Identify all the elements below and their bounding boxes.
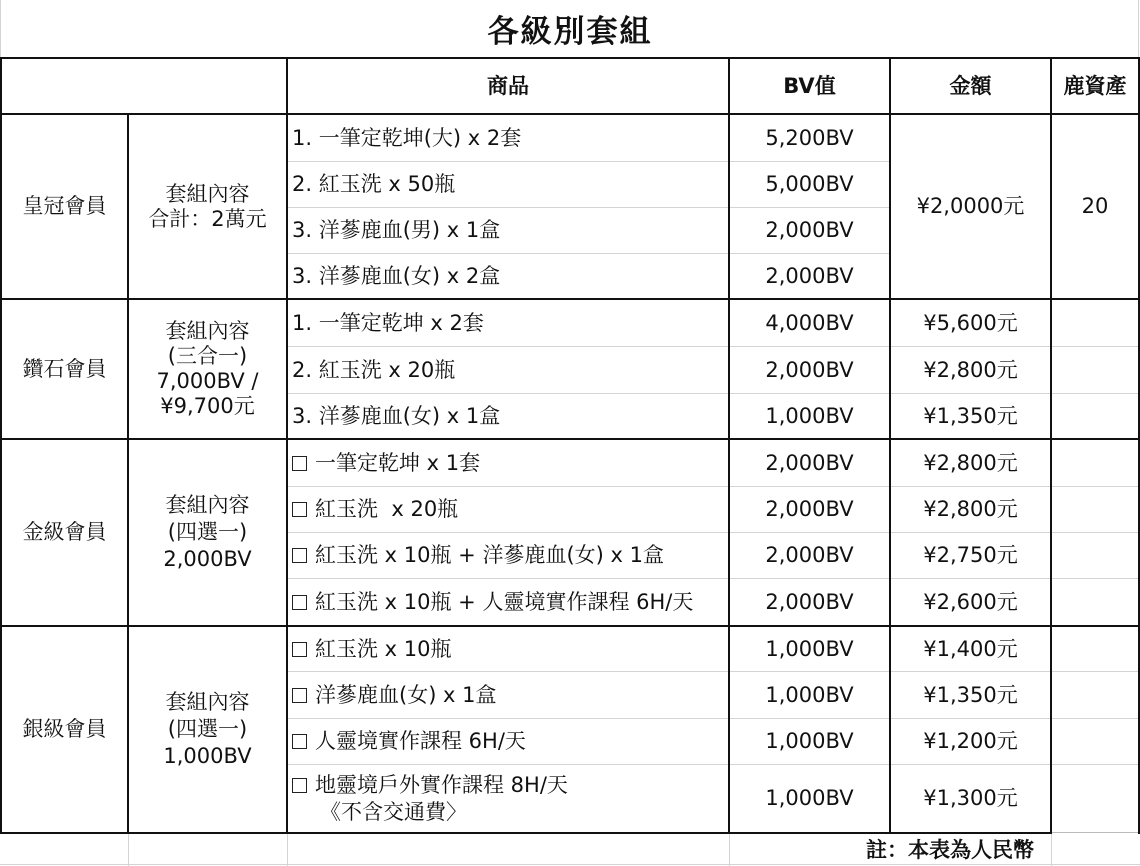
gridline xyxy=(1051,578,1139,579)
gridline xyxy=(729,834,730,866)
checkbox-icon xyxy=(292,595,307,610)
product-cell xyxy=(288,719,728,764)
product-cell: 3. 洋蔘鹿血(男) x 1盒 xyxy=(292,218,501,243)
product-text: 紅玉洗 x 10瓶 + 人靈境實作課程 6H/天 xyxy=(315,589,694,614)
product-cell xyxy=(288,533,728,578)
tier-name: 皇冠會員 xyxy=(22,194,107,219)
product-cell xyxy=(288,440,728,486)
gridline xyxy=(128,834,129,866)
package-description xyxy=(129,300,286,438)
footnote: 註：本表為人民幣 xyxy=(866,838,1034,862)
gridline xyxy=(1051,671,1139,672)
bv-cell: 2,000BV xyxy=(765,218,854,243)
bv-cell: 4,000BV xyxy=(765,310,854,335)
checkbox-icon xyxy=(292,456,307,471)
product-text: 地靈境戶外實作課程 8H/天 xyxy=(315,773,568,798)
package-line: 合計：2萬元 xyxy=(148,206,267,231)
bv-cell: 5,200BV xyxy=(765,125,854,150)
bv-cell: 2,000BV xyxy=(765,589,854,614)
package-line: 1,000BV xyxy=(163,744,252,769)
package-line: 套組內容 xyxy=(165,689,250,714)
bv-cell: 2,000BV xyxy=(765,543,854,568)
amount-cell: ¥1,350元 xyxy=(923,682,1018,707)
amount-cell: ¥1,200元 xyxy=(923,729,1018,754)
gridline xyxy=(1051,718,1139,719)
package-line: (四選一) xyxy=(167,519,248,544)
product-text: 紅玉洗 x 20瓶 xyxy=(315,497,459,522)
header-deer-asset: 鹿資產 xyxy=(1063,73,1127,98)
gridline xyxy=(1051,764,1139,765)
product-cell xyxy=(288,487,728,532)
header-product: 商品 xyxy=(487,73,529,98)
header-bv: BV值 xyxy=(783,73,836,98)
amount-cell: ¥2,750元 xyxy=(923,543,1018,568)
package-line: 套組內容 xyxy=(165,318,250,343)
bv-cell: 1,000BV xyxy=(765,636,854,661)
product-cell: 1. 一筆定乾坤 x 2套 xyxy=(292,310,484,335)
bv-cell: 2,000BV xyxy=(765,263,854,288)
amount-cell: ¥5,600元 xyxy=(923,310,1018,335)
package-line: 套組內容 xyxy=(165,182,250,207)
amount-cell: ¥1,300元 xyxy=(923,786,1018,811)
bv-cell: 5,000BV xyxy=(765,172,854,197)
deer-asset-cell: 20 xyxy=(1081,194,1109,219)
bv-cell: 1,000BV xyxy=(765,682,854,707)
product-line-2: 《不含交通費〉 xyxy=(320,799,467,824)
amount-cell: ¥2,800元 xyxy=(923,497,1018,522)
product-cell: 2. 紅玉洗 x 50瓶 xyxy=(292,172,456,197)
product-cell xyxy=(288,627,728,671)
package-description xyxy=(129,440,286,625)
checkbox-icon xyxy=(292,548,307,563)
product-cell: 2. 紅玉洗 x 20瓶 xyxy=(292,357,456,382)
amount-cell: ¥2,800元 xyxy=(923,357,1018,382)
product-text: 洋蔘鹿血(女) x 1盒 xyxy=(315,682,497,707)
amount-cell: ¥2,0000元 xyxy=(916,194,1025,219)
bv-cell: 1,000BV xyxy=(765,786,854,811)
package-description xyxy=(129,627,286,832)
package-line: (四選一) xyxy=(167,716,248,741)
checkbox-icon xyxy=(292,502,307,517)
product-text: 紅玉洗 x 10瓶 + 洋蔘鹿血(女) x 1盒 xyxy=(315,543,664,568)
bv-cell: 1,000BV xyxy=(765,729,854,754)
bv-cell: 2,000BV xyxy=(765,497,854,522)
gridline xyxy=(1051,532,1139,533)
bv-cell: 2,000BV xyxy=(765,450,854,475)
product-cell: 1. 一筆定乾坤(大) x 2套 xyxy=(292,125,522,150)
package-description xyxy=(129,115,286,298)
amount-cell: ¥2,800元 xyxy=(923,450,1018,475)
gridline xyxy=(1051,346,1139,347)
tier-name: 金級會員 xyxy=(22,520,107,545)
package-line: 2,000BV xyxy=(163,547,252,572)
checkbox-icon xyxy=(292,688,307,703)
package-line: 7,000BV / xyxy=(156,369,259,393)
product-line xyxy=(292,772,568,798)
product-text: 人靈境實作課程 6H/天 xyxy=(315,729,526,754)
tier-name: 銀級會員 xyxy=(22,717,107,742)
checkbox-icon xyxy=(292,734,307,749)
gridline xyxy=(1051,834,1052,866)
gridline xyxy=(287,834,288,866)
gridline xyxy=(1051,486,1139,487)
checkbox-icon xyxy=(292,642,307,657)
bv-cell: 1,000BV xyxy=(765,403,854,428)
package-line: (三合一) xyxy=(167,343,248,368)
package-line: ¥9,700元 xyxy=(160,394,255,419)
product-cell xyxy=(288,579,728,625)
amount-cell: ¥1,350元 xyxy=(923,403,1018,428)
product-cell: 3. 洋蔘鹿血(女) x 2盒 xyxy=(292,263,501,288)
gridline xyxy=(1051,393,1139,394)
border xyxy=(1051,832,1140,833)
header-amount: 金額 xyxy=(949,73,992,98)
gridline xyxy=(0,864,1140,865)
tier-name: 鑽石會員 xyxy=(22,356,107,381)
bv-cell: 2,000BV xyxy=(765,357,854,382)
package-line: 套組內容 xyxy=(165,492,250,517)
product-text: 紅玉洗 x 10瓶 xyxy=(315,636,452,661)
sheet-title: 各級別套組 xyxy=(487,13,653,50)
amount-cell: ¥2,600元 xyxy=(923,589,1018,614)
amount-cell: ¥1,400元 xyxy=(923,636,1018,661)
product-cell: 3. 洋蔘鹿血(女) x 1盒 xyxy=(292,403,501,428)
checkbox-icon xyxy=(292,778,307,793)
product-text: 一筆定乾坤 x 1套 xyxy=(315,450,481,475)
product-cell xyxy=(288,672,728,718)
product-cell xyxy=(288,765,728,832)
